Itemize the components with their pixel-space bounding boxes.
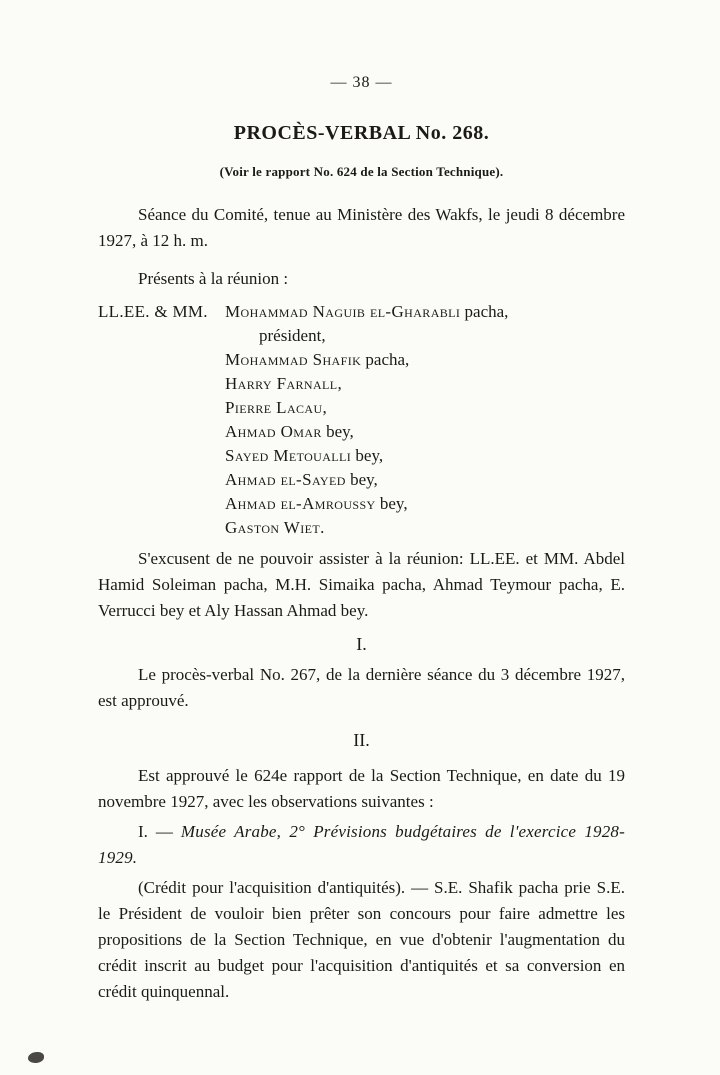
attendee-name: Pierre Lacau, [225, 398, 328, 417]
item-1-paragraph: (Crédit pour l'acquisition d'antiquités). — S.E. Shafik pacha prie S.E. le Président de vouloir bien prêter son concours pour faire admettre les propositions de la Section Technique, en vue d'obtenir l'augmentation du crédit inscrit au budget pour l'acquisition d'antiquités et sa conversion en crédit quinquennal. [98, 878, 625, 1001]
scan-artifact [28, 1052, 44, 1063]
presents-heading: Présents à la réunion : [138, 269, 289, 288]
attendee-row [225, 492, 625, 516]
attendee-name: Ahmad el-Amroussy [225, 494, 376, 513]
item-1-heading [98, 819, 625, 871]
attendee-suffix: bey, [350, 470, 378, 489]
item-1-title: Musée Arabe, 2° Prévisions budgétaires de l'exercice 1928-1929. [98, 822, 625, 867]
attendee-suffix: bey, [355, 446, 384, 465]
item-1-number: I. — [138, 822, 181, 841]
attendee-row [225, 396, 625, 420]
attendee-suffix: bey, [379, 494, 408, 513]
paragraph-intro: Séance du Comité, tenue au Ministère des Wakfs, le jeudi 8 décembre 1927, à 12 h. m. [98, 205, 625, 250]
attendee-suffix: pacha, [464, 302, 509, 321]
attendee-suffix: pacha, [365, 350, 410, 369]
paragraph-excuses: S'excusent de ne pouvoir assister à la réunion: LL.EE. et MM. Abdel Hamid Soleiman pacha, M.H. Simaika pacha, Ahmad Teymour pacha, E. Verrucci bey et Aly Hassan Ahmad bey. [98, 549, 625, 620]
section-1-heading: I. [356, 634, 367, 654]
attendee-row [225, 444, 625, 468]
attendee-name: Ahmad el-Sayed [225, 470, 346, 489]
attendee-name: Gaston Wiet. [225, 518, 325, 537]
attendee-name: Sayed Metoualli [225, 446, 352, 465]
document-subtitle: (Voir le rapport No. 624 de la Section Technique). [219, 164, 504, 179]
president-line: président, [259, 326, 326, 345]
attendee-row [225, 468, 625, 492]
attendee-row [225, 420, 625, 444]
attendee-name: Mohammad Shafik [225, 350, 362, 369]
section-2-heading: II. [353, 730, 370, 750]
attendee-name: Harry Farnall, [225, 374, 343, 393]
attendees-list [98, 300, 625, 540]
attendee-row [225, 372, 625, 396]
page-number: — 38 — [330, 74, 393, 91]
section-2-paragraph: Est approuvé le 624e rapport de la Section Technique, en date du 19 novembre 1927, avec les observations suivantes : [98, 766, 625, 811]
section-1-paragraph: Le procès-verbal No. 267, de la dernière séance du 3 décembre 1927, est approuvé. [98, 665, 625, 710]
document-title: PROCÈS-VERBAL No. 268. [233, 122, 490, 144]
attendees-prefix-label: LL.EE. & MM. [98, 302, 208, 321]
attendee-name: Ahmad Omar [225, 422, 322, 441]
attendee-row [225, 516, 625, 540]
attendee-row [225, 300, 625, 324]
attendee-row [225, 348, 625, 372]
attendee-name: Mohammad Naguib el-Gharabli [225, 302, 461, 321]
attendee-suffix: bey, [326, 422, 354, 441]
document-page [98, 0, 625, 1005]
